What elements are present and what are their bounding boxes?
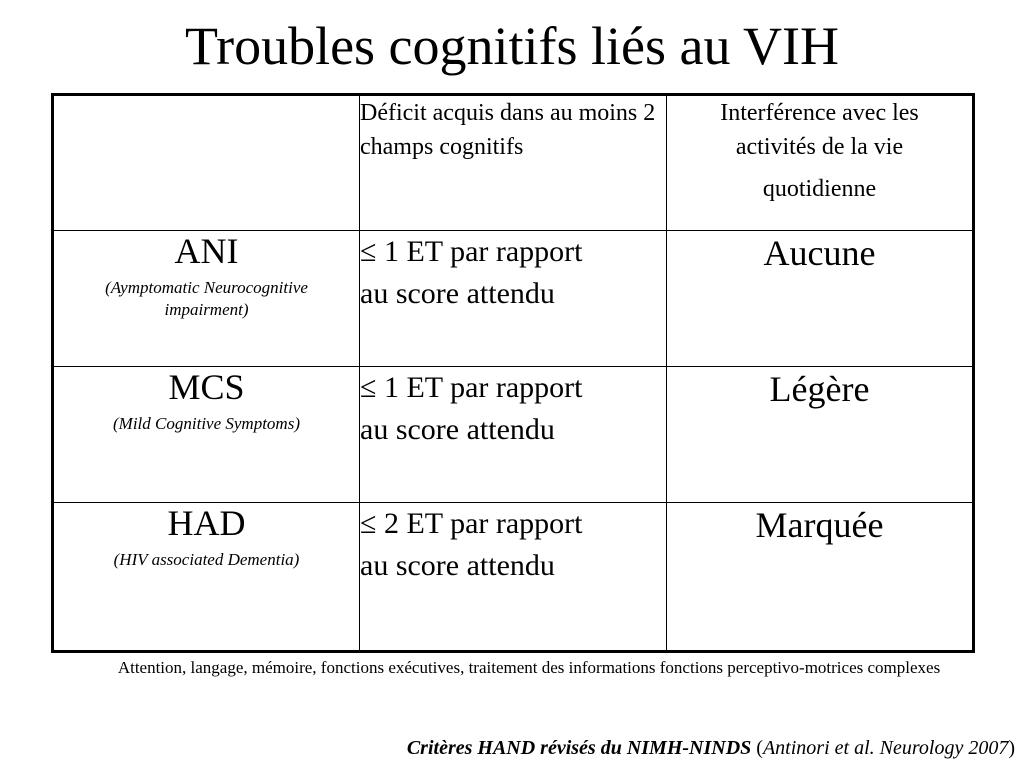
- row-abbreviation: HAD: [167, 502, 246, 543]
- deficit-line2: au score attendu: [360, 548, 555, 582]
- citation-paren-open: (: [751, 737, 763, 759]
- source-citation: [407, 735, 1015, 761]
- label-cell: [53, 230, 360, 366]
- table-row-had: [53, 502, 974, 651]
- deficit-line2: au score attendu: [360, 276, 555, 310]
- header-cell-interference: [667, 95, 974, 231]
- row-full-name: (Aymptomatic Neurocognitive impairment): [105, 277, 308, 319]
- citation-reference: Antinori et al. Neurology 2007: [762, 737, 1009, 759]
- row-abbreviation: MCS: [168, 366, 245, 407]
- table-header-row: [53, 95, 974, 231]
- deficit-line1: ≤ 2 ET par rapport: [360, 506, 583, 540]
- header-cell-empty: [53, 95, 360, 231]
- hand-criteria-table: [51, 93, 975, 653]
- table-row-mcs: [53, 366, 974, 502]
- slide-title: Troubles cognitifs liés au VIH: [185, 16, 839, 76]
- row-full-name: (HIV associated Dementia): [113, 549, 300, 569]
- header-interference-line2: activités de la vie: [735, 134, 904, 160]
- cognitive-domains-footnote: Attention, langage, mémoire, fonctions exécutives, traitement des informations fonctions perceptivo-motrices complexes: [117, 658, 941, 677]
- label-cell: [53, 366, 360, 502]
- deficit-cell: [360, 230, 667, 366]
- deficit-cell: [360, 502, 667, 651]
- header-interference-line1: Interférence avec les: [720, 100, 919, 126]
- deficit-line2: au score attendu: [360, 412, 555, 446]
- deficit-line1: ≤ 1 ET par rapport: [360, 234, 583, 268]
- interference-cell: Marquée: [667, 502, 974, 651]
- interference-cell: Légère: [667, 366, 974, 502]
- deficit-line1: ≤ 1 ET par rapport: [360, 370, 583, 404]
- table-row-ani: [53, 230, 974, 366]
- row-abbreviation: ANI: [174, 230, 239, 271]
- label-cell: [53, 502, 360, 651]
- interference-cell: Aucune: [667, 230, 974, 366]
- citation-title: Critères HAND révisés du NIMH-NINDS: [406, 737, 752, 759]
- row-full-name: (Mild Cognitive Symptoms): [113, 413, 300, 433]
- header-interference-line3: quotidienne: [762, 176, 877, 202]
- header-cell-deficit: Déficit acquis dans au moins 2 champs cognitifs: [360, 95, 667, 231]
- citation-paren-close: ): [1008, 737, 1015, 759]
- deficit-cell: [360, 366, 667, 502]
